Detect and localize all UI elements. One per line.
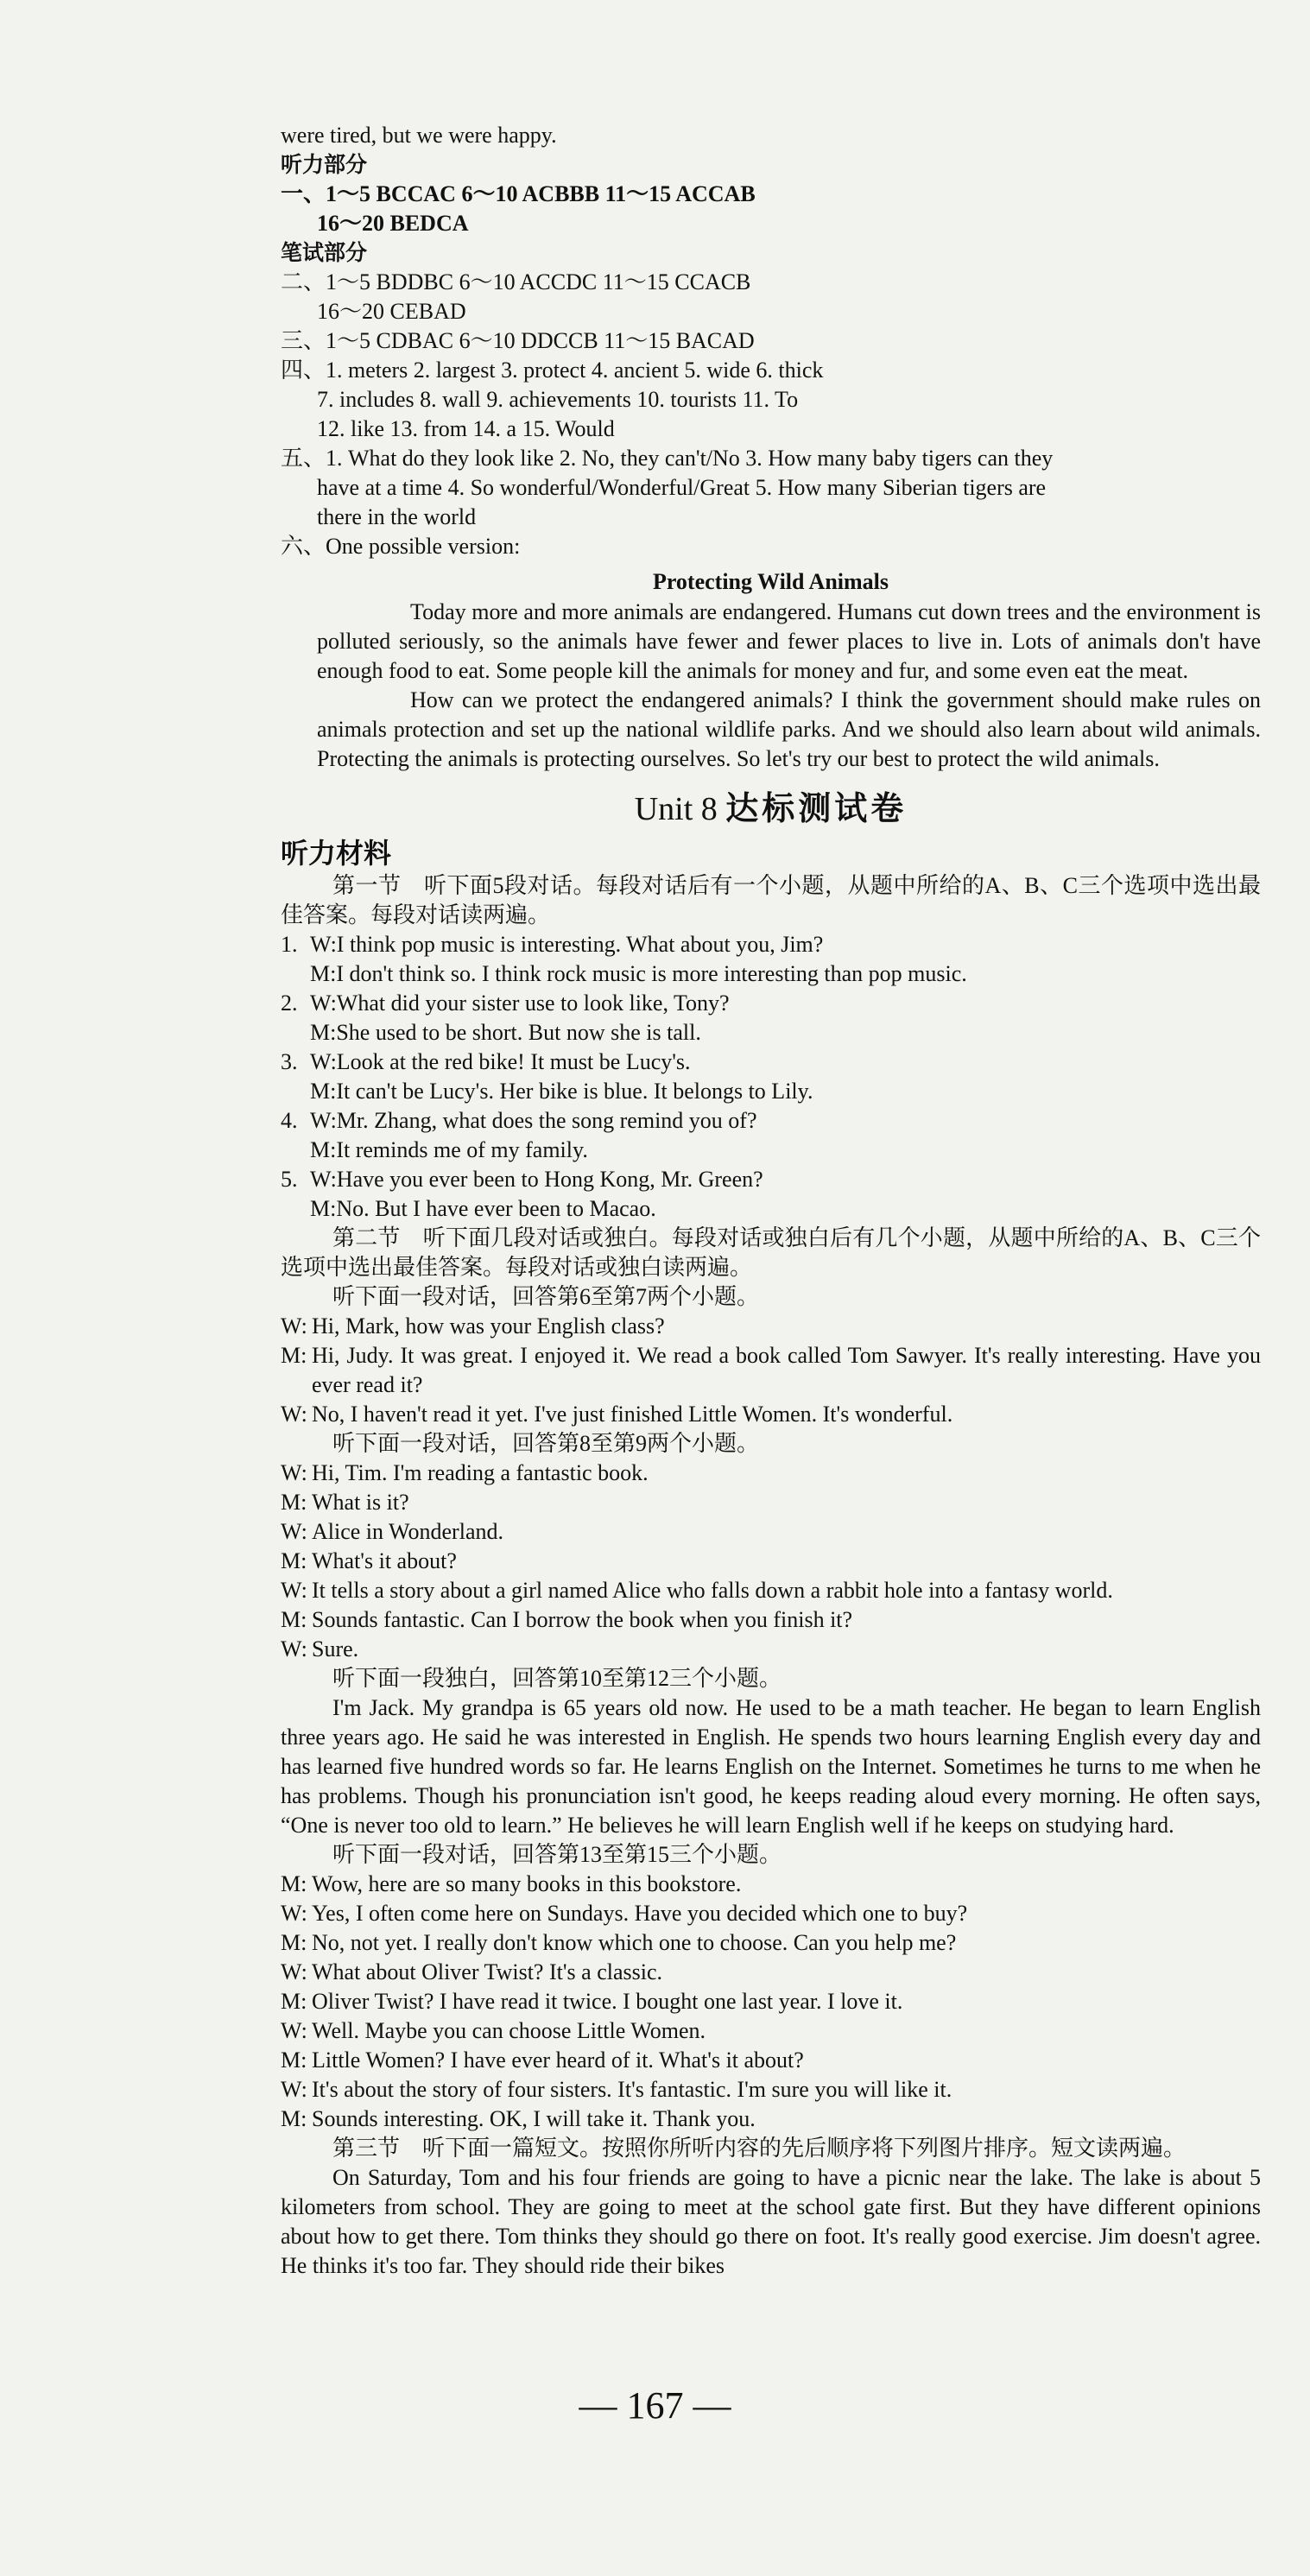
page-number: — 167 —	[579, 2384, 731, 2427]
answer-row: 16～20 CEBAD	[317, 299, 466, 324]
sub-instruction: 听下面一段对话，回答第13至第15三个小题。	[332, 1842, 782, 1867]
essay-paragraph: How can we protect the endangered animals? I think the government should make rules on animals protection and set up the national wildlife parks. And we should also learn about wild animals. Protecting the animals is protecting ourselves. So let's try our best to protect the wild animals.	[317, 687, 1261, 771]
speaker-label: W:	[281, 2077, 307, 2102]
speaker-label: M:	[281, 1930, 307, 1955]
dialogue-text: Sounds fantastic. Can I borrow the book when you finish it?	[312, 1607, 853, 1632]
unit-title-cn: 达标测试卷	[725, 789, 908, 827]
dialogue-block	[281, 1870, 1261, 2134]
dialogue-text: What's it about?	[312, 1548, 457, 1573]
question-line: 5. W:Have you ever been to Hong Kong, Mr. Green?	[281, 1167, 763, 1192]
dialogue-line	[281, 1488, 1261, 1517]
writing-header: 笔试部分	[281, 240, 368, 265]
dialogue-text: What about Oliver Twist? It's a classic.	[312, 1959, 662, 1984]
sub-instruction: 听下面一段独白，回答第10至第12三个小题。	[332, 1666, 782, 1691]
dialogue-text: Little Women? I have ever heard of it. What's it about?	[312, 2048, 804, 2073]
dialogue-text: Sounds interesting. OK, I will take it. Thank you.	[312, 2106, 756, 2131]
dialogue-text: Wow, here are so many books in this bookstore.	[312, 1871, 742, 1896]
essay-paragraph: Today more and more animals are endangered. Humans cut down trees and the environment is polluted seriously, so the animals have fewer and fewer places to live in. Lots of animals don't have enough food to eat. Some people kill the animals for money and fur, and some even eat the meat.	[317, 599, 1261, 683]
dialogue-line	[281, 1605, 1261, 1635]
dialogue-line	[281, 2016, 1261, 2046]
answer-row: 二、1～5 BDDBC 6～10 ACCDC 11～15 CCACB	[281, 269, 751, 294]
dialogue-line	[281, 1459, 1261, 1488]
answer-row: 六、One possible version:	[281, 534, 521, 559]
monologue: I'm Jack. My grandpa is 65 years old now. He used to be a math teacher. He began to learn English three years ago. He said he was interested in English. He spends two hours learning English every day and has learned five hundred words so far. He learns English on the Internet. Sometimes he turns to me when he has problems. Though his pronunciation isn't good, he keeps reading aloud every morning. He often says, “One is never too old to learn.” He believes he will learn English well if he keeps on studying hard.	[281, 1695, 1261, 1838]
speaker-label: W:	[281, 1578, 307, 1603]
dialogue-text: It tells a story about a girl named Alice who falls down a rabbit hole into a fantasy world.	[312, 1578, 1113, 1603]
speaker-label: M:	[281, 1548, 307, 1573]
part-instruction: 第二节 听下面几段对话或独白。每段对话或独白后有几个小题，从题中所给的A、B、C三个选项中选出最佳答案。每段对话或独白读两遍。	[281, 1225, 1261, 1280]
answer-row: have at a time 4. So wonderful/Wonderful/Great 5. How many Siberian tigers are	[317, 475, 1047, 500]
speaker-label: W:	[281, 2018, 307, 2043]
dialogue-text: Oliver Twist? I have read it twice. I bought one last year. I love it.	[312, 1989, 903, 2014]
answer-section	[281, 121, 1261, 2281]
dialogue-line	[281, 1899, 1261, 1928]
answer-row: 7. includes 8. wall 9. achievements 10. tourists 11. To	[317, 387, 799, 412]
dialogue-text: No, not yet. I really don't know which one to choose. Can you help me?	[312, 1930, 957, 1955]
speaker-label: M:	[281, 1989, 307, 2014]
continued-line: were tired, but we were happy.	[281, 123, 557, 148]
unit-title	[281, 786, 1261, 832]
dialogue-line: M:It reminds me of my family.	[310, 1137, 588, 1162]
listening-material-header: 听力材料	[281, 837, 392, 870]
answer-row: 五、1. What do they look like 2. No, they can't/No 3. How many baby tigers can they	[281, 446, 1054, 471]
dialogue-line	[281, 1928, 1261, 1958]
dialogue-line	[281, 1517, 1261, 1547]
dialogue-line	[281, 1341, 1261, 1400]
dialogue-text: No, I haven't read it yet. I've just finished Little Women. It's wonderful.	[312, 1402, 953, 1427]
passage: On Saturday, Tom and his four friends are going to have a picnic near the lake. The lake is about 5 kilometers from school. They are going to meet at the school gate first. But they have different opinions about how to get there. Tom thinks they should go there on foot. It's really good exercise. Jim doesn't agree. He thinks it's too far. They should ride their bikes	[281, 2165, 1261, 2278]
answer-row: there in the world	[317, 504, 477, 529]
speaker-label: M:	[281, 1490, 307, 1515]
speaker-label: M:	[281, 2048, 307, 2073]
dialogue-text: What is it?	[312, 1490, 409, 1515]
unit-title-en: Unit 8	[634, 791, 718, 827]
sub-instruction: 听下面一段对话，回答第8至第9两个小题。	[332, 1431, 760, 1456]
question-line: 2. W:What did your sister use to look like, Tony?	[281, 991, 730, 1016]
speaker-label: W:	[281, 1460, 307, 1485]
question-line: 1. W:I think pop music is interesting. What about you, Jim?	[281, 932, 824, 957]
answer-row: 一、1～5 BCCAC 6～10 ACBBB 11～15 ACCAB	[281, 181, 756, 206]
dialogue-line: M:I don't think so. I think rock music is more interesting than pop music.	[310, 961, 967, 986]
speaker-label: M:	[281, 2106, 307, 2131]
answer-row: 12. like 13. from 14. a 15. Would	[317, 416, 615, 441]
dialogue-block	[281, 1459, 1261, 1664]
answer-row: 三、1～5 CDBAC 6～10 DDCCB 11～15 BACAD	[281, 328, 755, 353]
dialogue-line	[281, 2046, 1261, 2075]
dialogue-line	[281, 1870, 1261, 1899]
listening-header: 听力部分	[281, 152, 368, 177]
essay-title: Protecting Wild Animals	[652, 569, 889, 594]
speaker-label: W:	[281, 1901, 307, 1926]
dialogue-line	[281, 1987, 1261, 2016]
sub-instruction: 听下面一段对话，回答第6至第7两个小题。	[332, 1284, 760, 1309]
dialogue-text: Hi, Tim. I'm reading a fantastic book.	[312, 1460, 649, 1485]
dialogue-text: Hi, Judy. It was great. I enjoyed it. We read a book called Tom Sawyer. It's really interesting. Have you ever read it?	[312, 1343, 1261, 1397]
speaker-label: W:	[281, 1313, 307, 1339]
dialogue-line	[281, 1958, 1261, 1987]
speaker-label: W:	[281, 1959, 307, 1984]
dialogue-text: Hi, Mark, how was your English class?	[312, 1313, 665, 1339]
dialogue-line	[281, 1635, 1261, 1664]
speaker-label: M:	[281, 1871, 307, 1896]
dialogue-text: Sure.	[312, 1636, 359, 1661]
speaker-label: M:	[281, 1607, 307, 1632]
dialogue-text: Alice in Wonderland.	[312, 1519, 503, 1544]
dialogue-line	[281, 2075, 1261, 2104]
dialogue-line	[281, 1400, 1261, 1429]
question-line: 4. W:Mr. Zhang, what does the song remind you of?	[281, 1108, 757, 1133]
dialogue-line	[281, 2104, 1261, 2134]
dialogue-line: M:She used to be short. But now she is tall.	[310, 1020, 701, 1045]
dialogue-line: M:It can't be Lucy's. Her bike is blue. It belongs to Lily.	[310, 1079, 813, 1104]
dialogue-line	[281, 1576, 1261, 1605]
speaker-label: W:	[281, 1636, 307, 1661]
answer-row: 16～20 BEDCA	[317, 211, 469, 236]
dialogue-text: Yes, I often come here on Sundays. Have you decided which one to buy?	[312, 1901, 968, 1926]
essay-body	[281, 598, 1261, 774]
question-line: 3. W:Look at the red bike! It must be Lucy's.	[281, 1049, 691, 1074]
part-instruction: 第三节 听下面一篇短文。按照你所听内容的先后顺序将下列图片排序。短文读两遍。	[332, 2136, 1187, 2161]
dialogue-text: It's about the story of four sisters. It's fantastic. I'm sure you will like it.	[312, 2077, 952, 2102]
speaker-label: M:	[281, 1343, 307, 1368]
dialogue-line	[281, 1547, 1261, 1576]
speaker-label: W:	[281, 1519, 307, 1544]
answer-row: 四、1. meters 2. largest 3. protect 4. ancient 5. wide 6. thick	[281, 358, 824, 383]
dialogue-line	[281, 1312, 1261, 1341]
dialogue-block	[281, 1312, 1261, 1429]
dialogue-line: M:No. But I have ever been to Macao.	[310, 1196, 656, 1221]
part-instruction: 第一节 听下面5段对话。每段对话后有一个小题，从题中所给的A、B、C三个选项中选出最佳答案。每段对话读两遍。	[281, 873, 1261, 927]
speaker-label: W:	[281, 1402, 307, 1427]
dialogue-text: Well. Maybe you can choose Little Women.	[312, 2018, 706, 2043]
